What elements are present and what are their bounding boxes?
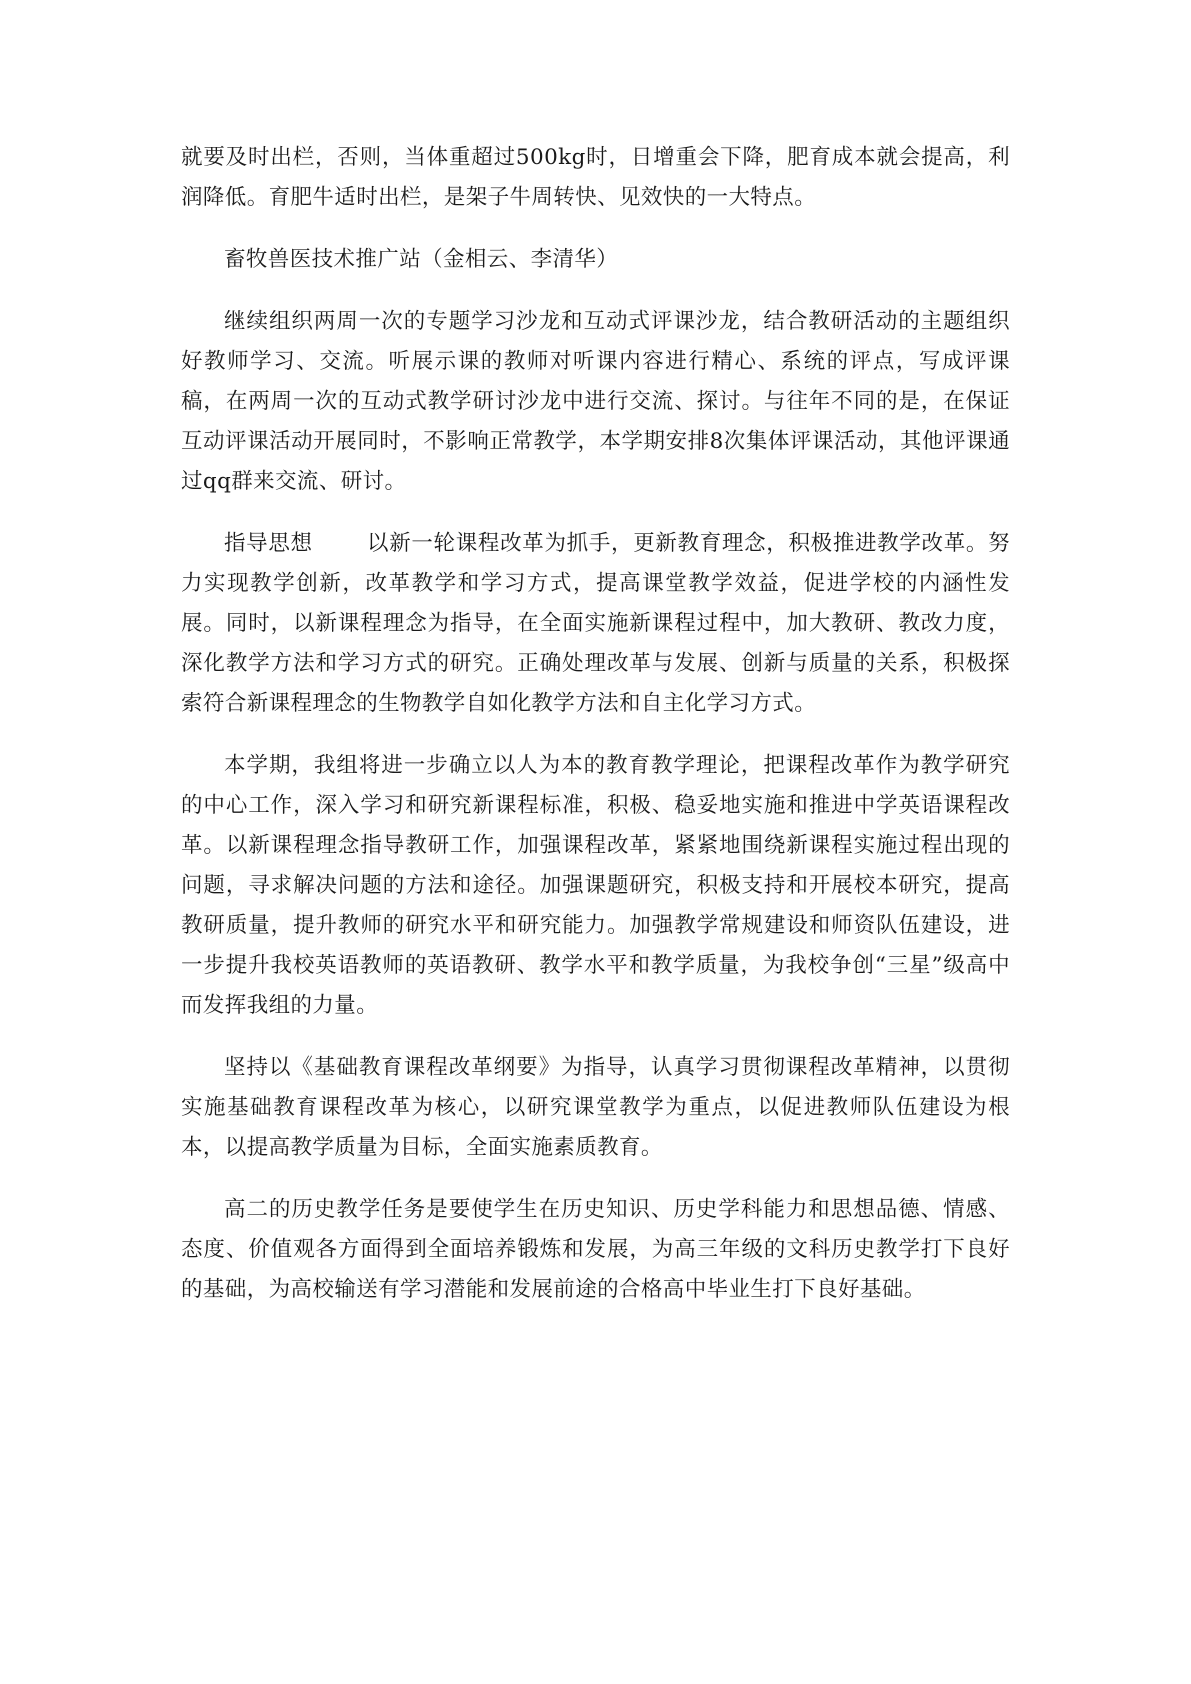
paragraph-lead-text: 以新一轮课程改革为抓手，更新教育理念，积极推进教学改革。努力实现教学创新，改革教学和学习方式，提高课堂教学效益，促进学校的内涵性发展。同时，以新课程理念为指导，在全面实施新课程过程中，加大教研、教改力度，深化教学方法和学习方式的研究。正确处理改革与发展、创新与质量的关系，积极探索符合新课程理念的生物教学自如化教学方法和自主化学习方式。	[181, 531, 1010, 716]
paragraph-salon: 继续组织两周一次的专题学习沙龙和互动式评课沙龙，结合教研活动的主题组织好教师学习、交流。听展示课的教师对听课内容进行精心、系统的评点，写成评课稿，在两周一次的互动式教学研讨沙龙中进行交流、探讨。与往年不同的是，在保证互动评课活动开展同时，不影响正常教学，本学期安排8次集体评课活动，其他评课通过qq群来交流、研讨。	[181, 309, 1010, 494]
document-body	[181, 138, 1010, 1332]
paragraph-semester-plan: 本学期，我组将进一步确立以人为本的教育教学理论，把课程改革作为教学研究的中心工作，深入学习和研究新课程标准，积极、稳妥地实施和推进中学英语课程改革。以新课程理念指导教研工作，加强课程改革，紧紧地围绕新课程实施过程出现的问题，寻求解决问题的方法和途径。加强课题研究，积极支持和开展校本研究，提高教研质量，提升教师的研究水平和研究能力。加强教学常规建设和师资队伍建设，进一步提升我校英语教师的英语教研、教学水平和教学质量，为我校争创“三星”级高中而发挥我组的力量。	[181, 753, 1010, 1018]
paragraph-guiding-ideology	[181, 524, 1010, 724]
paragraph-continuation: 就要及时出栏，否则，当体重超过500kg时，日增重会下降，肥育成本就会提高，利润降低。育肥牛适时出栏，是架子牛周转快、见效快的一大特点。	[181, 145, 1010, 210]
paragraph-history-task: 高二的历史教学任务是要使学生在历史知识、历史学科能力和思想品德、情感、态度、价值观各方面得到全面培养锻炼和发展，为高三年级的文科历史教学打下良好的基础，为高校输送有学习潜能和发展前途的合格高中毕业生打下良好基础。	[181, 1197, 1010, 1302]
paragraph-lead-label: 指导思想	[224, 531, 313, 556]
paragraph-station-credit: 畜牧兽医技术推广站（金相云、李清华）	[224, 247, 619, 272]
paragraph-reform-outline: 坚持以《基础教育课程改革纲要》为指导，认真学习贯彻课程改革精神，以贯彻实施基础教育课程改革为核心，以研究课堂教学为重点，以促进教师队伍建设为根本，以提高教学质量为目标，全面实施素质教育。	[181, 1055, 1010, 1160]
